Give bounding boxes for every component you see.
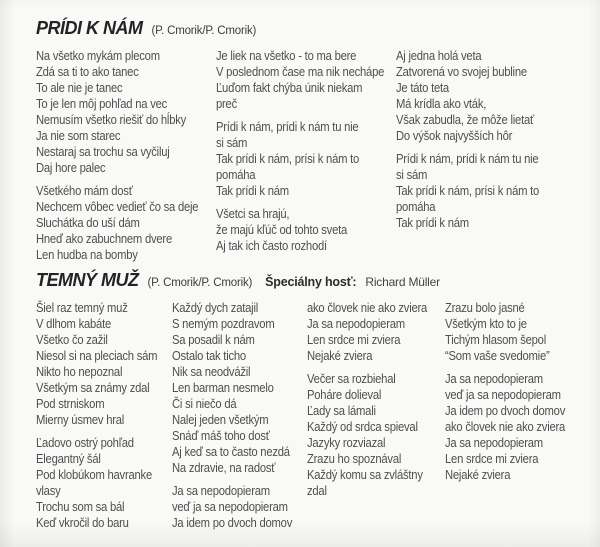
lyric-line: Nejaké zviera (307, 349, 373, 363)
song-header-temny-muz (36, 270, 440, 291)
lyrics-column (307, 300, 440, 506)
lyrics-column (216, 48, 403, 261)
lyric-line: ako človek nie ako zviera (445, 420, 566, 434)
lyric-line: Jazyky rozviazal (307, 436, 386, 450)
stanza (396, 48, 555, 144)
lyric-line: Zrazu ho spoznával (307, 452, 402, 466)
lyric-line: Nemusím všetko riešiť do hĺbky (36, 113, 187, 127)
lyric-line: veď ja sa nepodopieram (172, 500, 288, 514)
lyric-line: Tichým hlasom šepol (445, 333, 546, 347)
lyric-line: Zrazu bolo jasné (445, 301, 525, 315)
lyric-line: Ja sa nepodopieram (445, 372, 543, 386)
lyric-line: Ja sa nepodopieram (445, 436, 543, 450)
lyric-line: Každý dych zatajil (172, 301, 259, 315)
song-credit: (P. Cmorik/P. Cmorik) (151, 25, 257, 37)
lyric-line: zdal (307, 484, 327, 498)
lyric-line: Nik sa neodvážil (172, 365, 251, 379)
stanza (36, 300, 171, 428)
lyric-line: Ľuďom fakt chýba únik niekam (216, 81, 363, 95)
lyric-line: Ja idem po dvoch domov (445, 404, 566, 418)
lyric-line: Len barman nesmelo (172, 381, 274, 395)
stanza (445, 300, 578, 364)
lyric-line: V poslednom čase ma nik nechápe (216, 65, 385, 79)
lyric-line: Každý od srdca spieval (307, 420, 418, 434)
lyric-line: Prídi k nám, prídi k nám tu nie (396, 152, 539, 166)
lyric-line: Všetci sa hrajú, (216, 207, 290, 221)
lyric-line: Všetko čo zažil (36, 333, 108, 347)
stanza (172, 483, 305, 531)
lyric-line: Aj tak ich často rozhodí (216, 239, 327, 253)
lyric-line: Šiel raz temný muž (36, 301, 128, 315)
lyric-line: Do výšok najvyšších hôr (396, 129, 513, 143)
stanza (36, 183, 216, 263)
lyric-line: Zatvorená vo svojej bubline (396, 65, 527, 79)
lyrics-column (396, 48, 555, 238)
song-credit: (P. Cmorik/P. Cmorik) (147, 277, 253, 289)
lyric-line: si sám (396, 168, 428, 182)
lyric-line: Prídi k nám, prídi k nám tu nie (216, 120, 359, 134)
lyric-line: Je táto teta (396, 81, 449, 95)
lyric-line: Tak prídi k nám (396, 216, 469, 230)
lyric-line: pomáha (216, 168, 256, 182)
lyric-line: preč (216, 97, 237, 111)
lyric-line: To ale nie je tanec (36, 81, 123, 95)
stanza (172, 300, 305, 476)
stanza (445, 371, 578, 483)
lyric-line: že majú kľúč od tohto sveta (216, 223, 348, 237)
lyric-line: Všetkým kto to je (445, 317, 527, 331)
lyric-line: Pod klobúkom havranke (36, 468, 152, 482)
lyric-line: Zdá sa ti to ako tanec (36, 65, 139, 79)
lyric-line: Aj jedna holá veta (396, 49, 482, 63)
lyric-line: Elegantný šál (36, 452, 101, 466)
lyric-line: Nejaké zviera (445, 468, 511, 482)
lyric-line: Mierny úsmev hral (36, 413, 125, 427)
lyric-line: Tak prídi k nám (216, 184, 289, 198)
lyric-line: Všetkého mám dosť (36, 184, 133, 198)
stanza (396, 151, 555, 231)
lyric-line: Len srdce mi zviera (445, 452, 539, 466)
guest-name: Richard Müller (365, 275, 440, 289)
stanza (216, 206, 403, 254)
lyric-line: Nechcem vôbec vedieť čo sa deje (36, 200, 199, 214)
lyric-line: Ja nie som starec (36, 129, 121, 143)
lyric-line: Ľady sa lámali (307, 404, 376, 418)
song-title: TEMNÝ MUŽ (36, 270, 139, 290)
lyrics-column (445, 300, 578, 490)
lyrics-column (172, 300, 305, 538)
lyric-line: Ostalo tak ticho (172, 349, 246, 363)
lyric-line: Ja idem po dvoch domov (172, 516, 293, 530)
lyric-line: Len hudba na bomby (36, 248, 138, 262)
lyric-line: ako človek nie ako zviera (307, 301, 428, 315)
lyric-line: Snáď máš toho dosť (172, 429, 270, 443)
lyric-line: vlasy (36, 484, 61, 498)
lyric-line: Pod strniskom (36, 397, 105, 411)
lyrics-column (36, 300, 171, 538)
stanza (307, 371, 440, 499)
lyric-line: Poháre dolieval (307, 388, 382, 402)
stanza (307, 300, 440, 364)
lyric-line: Však zabudla, že môže lietať (396, 113, 534, 127)
lyric-line: Len srdce mi zviera (307, 333, 401, 347)
lyric-line: Niesol si na pleciach sám (36, 349, 158, 363)
lyric-line: Ja sa nepodopieram (307, 317, 405, 331)
lyric-line: Večer sa rozbiehal (307, 372, 396, 386)
lyric-line: Tak prídi k nám, prísi k nám to (396, 184, 540, 198)
lyric-line: Hneď ako zabuchnem dvere (36, 232, 172, 246)
lyric-line: Má krídla ako vták, (396, 97, 487, 111)
lyric-line: Na zdravie, na radosť (172, 461, 276, 475)
stanza (216, 119, 403, 199)
lyric-line: To je len môj pohľad na vec (36, 97, 168, 111)
lyric-line: Tak prídi k nám, prísi k nám to (216, 152, 360, 166)
song-title: PRÍDI K NÁM (36, 18, 143, 38)
guest-label: Špeciálny hosť: (265, 275, 357, 289)
lyric-line: pomáha (396, 200, 436, 214)
lyric-line: “Som vaše svedomie” (445, 349, 550, 363)
lyric-line: Nalej jeden všetkým (172, 413, 269, 427)
lyric-line: Ľadovo ostrý pohľad (36, 436, 134, 450)
lyric-line: Nikto ho nepoznal (36, 365, 123, 379)
lyric-line: Aj keď sa to často nezdá (172, 445, 290, 459)
stanza (216, 48, 403, 112)
lyric-line: Trochu som sa bál (36, 500, 125, 514)
lyric-line: Sa posadil k nám (172, 333, 255, 347)
lyric-line: Keď vkročil do baru (36, 516, 129, 530)
song-header-pridi-k-nam (36, 18, 256, 39)
lyric-line: Je liek na všetko - to ma bere (216, 49, 357, 63)
stanza (36, 48, 216, 176)
lyric-line: Ja sa nepodopieram (172, 484, 270, 498)
lyric-line: Všetkým sa známy zdal (36, 381, 150, 395)
lyric-line: Či si niečo dá (172, 397, 237, 411)
stanza (36, 435, 171, 531)
lyric-line: Daj hore palec (36, 161, 106, 175)
lyrics-column (36, 48, 216, 270)
lyric-line: veď ja sa nepodopieram (445, 388, 561, 402)
lyric-line: Nestaraj sa trochu sa vyčiluj (36, 145, 170, 159)
lyric-line: si sám (216, 136, 248, 150)
lyric-line: V dlhom kabáte (36, 317, 112, 331)
lyric-line: Sluchátka do uší dám (36, 216, 140, 230)
lyric-line: Každý komu sa zvláštny (307, 468, 423, 482)
lyric-line: Na všetko mykám plecom (36, 49, 160, 63)
lyric-line: S nemým pozdravom (172, 317, 275, 331)
